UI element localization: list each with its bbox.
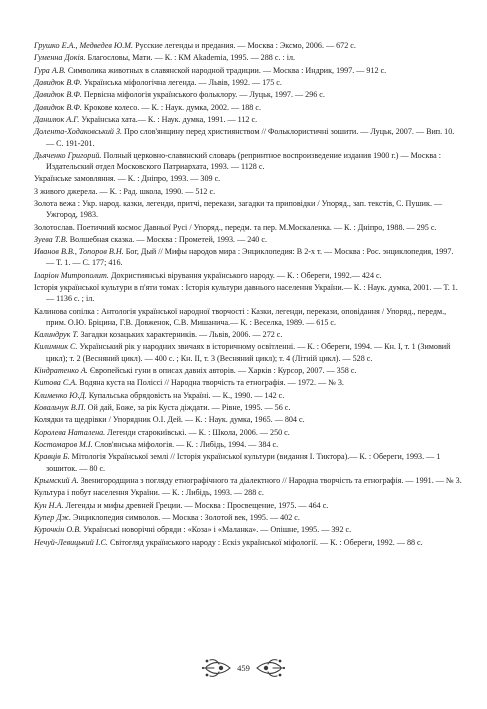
entry-text: Калинова сопілка : Антологія української народної творчості : Казки, легенди, перекази, оповідання / Упоряд., передм., прим. О.Ю. Бріцина, Г.В. Довженок, С.В. Мишанича.— К. : Веселка, 1989. — 615 с. (34, 306, 447, 327)
entry-text: Культура і побут населення України. — К. : Либідь, 1993. — 288 с. (34, 488, 264, 498)
bibliography-entry (34, 306, 462, 328)
entry-text: Українська хата.— К. : Наук. думка, 1991. — 112 с. (79, 115, 258, 125)
bibliography-entry (34, 246, 462, 268)
entry-author: Килимник С. (34, 342, 78, 352)
bibliography-entry (34, 537, 462, 548)
bibliography-entry (34, 451, 462, 473)
bibliography-entry (34, 52, 462, 63)
bibliography-entry (34, 512, 462, 523)
entry-author: Костомаров М.І. (34, 440, 93, 450)
bibliography-entry (34, 198, 462, 220)
entry-text: Символика животных в славянской народной традиции. — Москва : Индрик, 1997. — 912 с. (65, 65, 387, 75)
entry-text: Звенигородщина з погляду етнографічного та діалектного // Народна творчість та етнографія. — 1991. — № 3. (78, 475, 462, 485)
bibliography-entry (34, 439, 462, 450)
entry-text: Слов'янська міфологія. — К. : Либідь, 1994. — 384 с. (92, 440, 279, 450)
entry-text: Бог, Дый // Мифы народов мира : Энциклопедия: В 2-х т. — Москва : Рос. энциклопедия, 1997. — Т. 1. — С. 177; 416. (46, 247, 454, 268)
bibliography-entry (34, 114, 462, 125)
entry-author: Нечуй-Левицький І.С. (34, 537, 108, 547)
entry-text: Русские легенды и предания. — Москва : Эксмо, 2006. — 672 с. (133, 41, 356, 50)
bibliography-entry (34, 222, 462, 233)
bibliography-entry (34, 234, 462, 245)
entry-author: Кун Н.А. (34, 500, 64, 510)
bibliography-entry (34, 500, 462, 511)
entry-text: Про слов'янщину перед християнством // Фольклористичні зошити. — Луцьк, 2007. — Вип. 10. — С. 191-201. (46, 127, 455, 148)
entry-text: Світогляд українського народу : Ескіз української міфології. — К. : Обереги, 1992. — 88 с. (107, 537, 423, 547)
entry-text: Український рік у народних звичаях в історичному освітленні. — К. : Обереги, 1994. — Кн. І, т. 1 (Зимовий цикл); т. 2 (Весняний цикл). — 400 с. ; Кн. ІІ, т. 3 (Весняний цикл); т. 4 (Літній цикл). — 528 с. (46, 342, 451, 363)
bibliography-entry (34, 414, 462, 425)
entry-text: Ой дай, Боже, за рік Куста діждати. — Рівне, 1995. — 56 с. (85, 403, 291, 412)
entry-text: Європейські гуни в описах давніх авторів. — Харків : Курсор, 2007. — 358 с. (87, 365, 357, 375)
entry-text: Українське замовляння. — К. : Дніпро, 1993. — 309 с. (34, 174, 221, 184)
entry-text: Крокове колесо. — К. : Наук. думка, 2002. — 188 с. (81, 102, 261, 112)
entry-author: Клименко Ю.Д. (34, 390, 87, 400)
bibliography-entry (34, 270, 462, 281)
entry-author: Ковальчук В.П. (34, 403, 86, 412)
entry-text: Благословы, Мати. — К. : КМ Akademia, 1995. — 288 с. : іл. (85, 53, 296, 63)
bibliography-entry (34, 77, 462, 88)
entry-text: Первісна міфологія українського фольклору. — Луцьк, 1997. — 296 с. (81, 90, 325, 100)
bibliography-entry (34, 89, 462, 100)
entry-author: Грушко Е.А., Медведев Ю.М. (34, 41, 134, 50)
entry-author: Кіндратенко А. (34, 365, 88, 375)
floral-ornament-icon (201, 656, 231, 680)
bibliography-entry (34, 402, 462, 413)
entry-author: Іларіон Митрополит. (34, 270, 109, 280)
entry-author: Гура А.В. (34, 65, 66, 75)
page-footer (0, 653, 487, 683)
entry-text: Золотослав. Поетичний космос Давньої Русі / Упоряд., передм. та пер. М.Москаленка. — К. : Дніпро, 1988. — 295 с. (34, 222, 437, 232)
entry-author: Королева Наталена. (34, 427, 106, 437)
page-number: 459 (237, 663, 250, 673)
entry-author: Давидюк В.Ф. (34, 102, 82, 112)
bibliography-entry (34, 390, 462, 401)
entry-author: Гуменна Докія. (34, 53, 86, 63)
bibliography-list (34, 40, 462, 549)
entry-author: Купер Дж. (34, 512, 72, 522)
entry-text: Купальська обрядовість на Україні. — К., 1990. — 142 с. (86, 390, 285, 400)
bibliography-entry (34, 186, 462, 197)
entry-author: Долента-Ходаковський З. (34, 127, 123, 137)
entry-author: Иванов В.В., Топоров В.Н. (34, 247, 124, 257)
bibliography-entry (34, 126, 462, 148)
entry-author: Курочкін О.В. (34, 525, 82, 535)
entry-author: Китова С.А. (34, 378, 78, 388)
bibliography-entry (34, 524, 462, 535)
entry-text: Энциклопедия символов. — Москва : Золотой век, 1995. — 402 с. (71, 512, 300, 522)
entry-author: Дьяченко Григорий. (34, 150, 102, 160)
entry-text: Історія української культури в п'яти томах : Історія культури давнього населення України.— К. : Наук. думка, 2001. — Т. 1. — 1136 с. ; іл. (34, 283, 458, 304)
entry-author: Давидюк В.Ф. (34, 90, 82, 100)
entry-author: Данилюк А.Г. (34, 115, 80, 125)
bibliography-entry (34, 341, 462, 363)
entry-text: Дохристиянські вірування українського народу. — К. : Обереги, 1992.— 424 с. (108, 270, 382, 280)
entry-text: Загадки козацьких характерників. — Львів, 2006. — 272 с. (78, 330, 283, 340)
bibliography-entry (34, 377, 462, 388)
bibliography-entry (34, 150, 462, 172)
entry-text: Українська міфологічна легенда. — Львів, 1992. — 175 с. (81, 78, 282, 88)
bibliography-entry (34, 102, 462, 113)
entry-author: Давидюк В.Ф. (34, 78, 82, 88)
entry-text: Українські новорічні обряди : «Коза» і «Маланка». — Опішне, 1995. — 392 с. (81, 525, 352, 535)
entry-text: Водяна куста на Поліссі // Народна творчість та етнографія. — 1972. — № 3. (77, 378, 344, 388)
bibliography-entry (34, 282, 462, 304)
floral-ornament-icon (256, 656, 286, 680)
entry-text: Легенди старокиївські. — К. : Школа, 2006. — 250 с. (105, 427, 290, 437)
bibliography-entry (34, 329, 462, 340)
entry-text: Мітологія Української землі // Історія української культури (видання І. Тиктора).— К. : Обереги, 1993. — 1 зошиток. — 80 с. (46, 452, 441, 473)
entry-text: Полный церковно-славянский словарь (репринтное воспроизведение издания 1900 г.) — Москва : Издательский отдел Московского Патриархата, 1993. — 1128 с. (46, 150, 441, 172)
bibliography-entry (34, 475, 462, 486)
bibliography-entry (34, 427, 462, 438)
bibliography-entry (34, 365, 462, 376)
entry-text: Легенды и мифы древней Греции. — Москва : Просвещение, 1975. — 464 с. (63, 500, 329, 510)
entry-author: Зуева Т.В. (34, 234, 68, 244)
entry-text: Волшебная сказка. — Москва : Прометей, 1993. — 240 с. (67, 234, 267, 244)
entry-text: Золота вежа : Укр. народ. казки, легенди, притчі, перекази, загадки та приповідки / Упоряд., зап. текстів, С. Пушик. — Ужгород, 1983. (34, 199, 443, 220)
entry-text: З живого джерела. — К. : Рад. школа, 1990. — 512 с. (34, 186, 216, 196)
bibliography-entry (34, 65, 462, 76)
bibliography-entry (34, 40, 462, 51)
entry-author: Калиндрук Т. (34, 330, 79, 340)
entry-author: Кравців Б. (34, 452, 70, 462)
bibliography-entry (34, 173, 462, 184)
entry-author: Крымский А. (34, 475, 79, 485)
bibliography-entry (34, 487, 462, 498)
entry-text: Колядки та щедрівки / Упорядник О.І. Дей. — К. : Наук. думка, 1965. — 804 с. (34, 415, 305, 425)
